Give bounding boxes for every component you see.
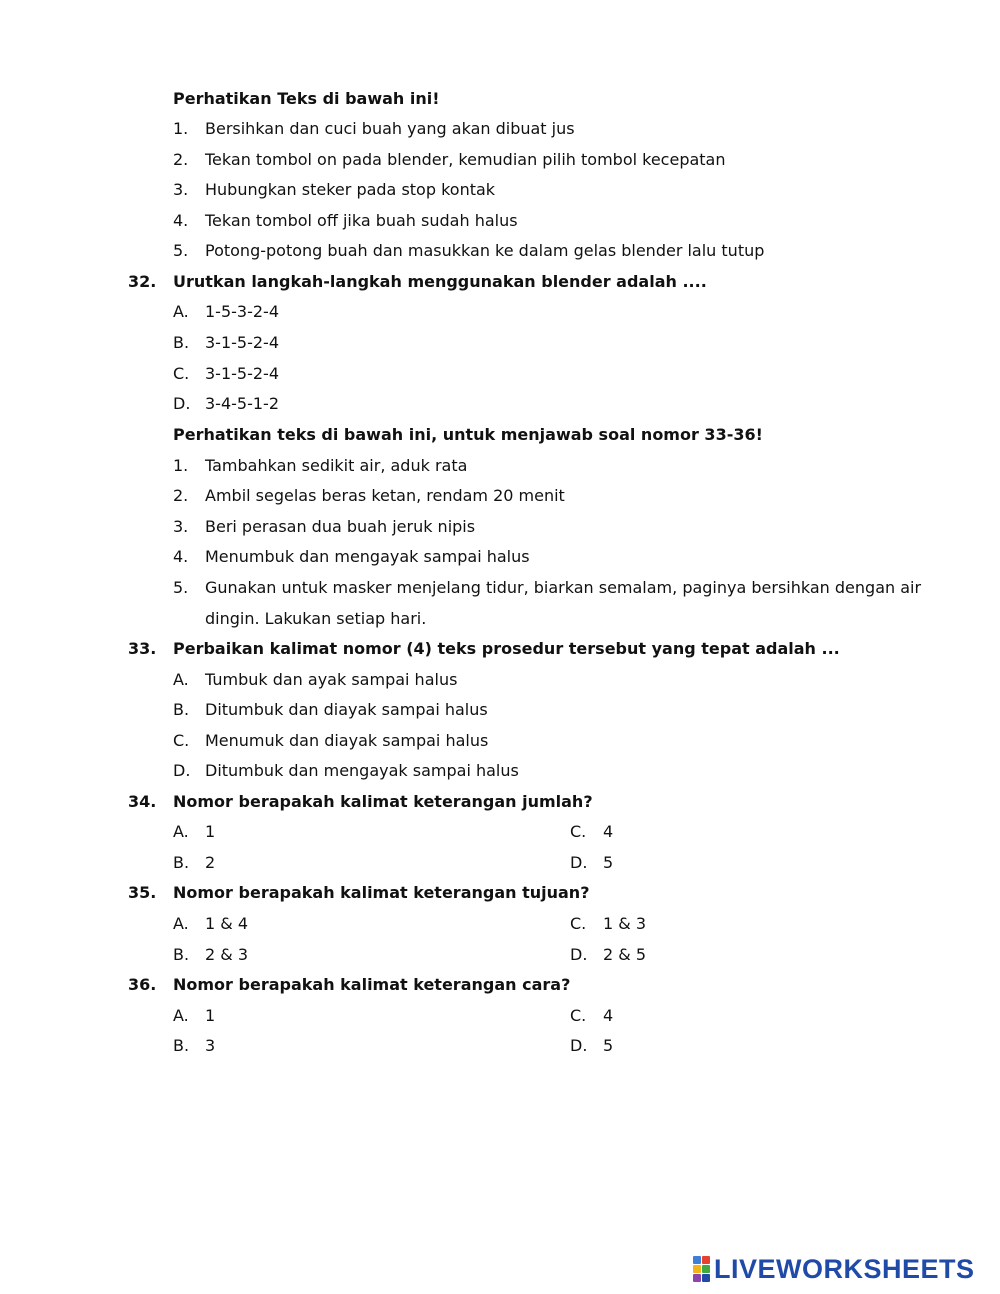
logo-mark-tile bbox=[702, 1265, 710, 1273]
option-text: Ditumbuk dan mengayak sampai halus bbox=[205, 761, 519, 780]
option-text: 5 bbox=[603, 1036, 614, 1055]
list-text: Potong-potong buah dan masukkan ke dalam gelas blender lalu tutup bbox=[205, 241, 765, 260]
option-text: 4 bbox=[603, 1006, 614, 1025]
question-text: Nomor berapakah kalimat keterangan cara? bbox=[173, 975, 571, 994]
logo-mark-tile bbox=[693, 1256, 701, 1264]
list-number: 3. bbox=[173, 180, 189, 199]
list-number: 3. bbox=[173, 517, 189, 536]
option-text: 1 bbox=[205, 1006, 216, 1025]
list-text: Tambahkan sedikit air, aduk rata bbox=[205, 456, 468, 475]
list-text: Beri perasan dua buah jeruk nipis bbox=[205, 517, 476, 536]
logo-mark-tile bbox=[702, 1256, 710, 1264]
option-text: 1 bbox=[205, 822, 216, 841]
option-text: 1 & 4 bbox=[205, 914, 249, 933]
list-number: 2. bbox=[173, 486, 189, 505]
list-text: Hubungkan steker pada stop kontak bbox=[205, 180, 496, 199]
q36-option-d[interactable]: D. bbox=[570, 1036, 588, 1055]
list-text: Tekan tombol on pada blender, kemudian pilih tombol kecepatan bbox=[205, 150, 726, 169]
logo-mark-tile bbox=[693, 1265, 701, 1273]
option-text: 5 bbox=[603, 853, 614, 872]
option-text: 2 & 3 bbox=[205, 945, 249, 964]
list-number: 5. bbox=[173, 578, 189, 597]
list-number: 4. bbox=[173, 547, 189, 566]
option-letter: A. bbox=[173, 670, 189, 689]
list-number: 4. bbox=[173, 211, 189, 230]
logo-mark-icon bbox=[693, 1256, 710, 1282]
q35-option-d[interactable]: D. bbox=[570, 945, 588, 964]
liveworksheets-logo bbox=[693, 1254, 975, 1284]
q35-option-c[interactable]: C. bbox=[570, 914, 587, 933]
question-text: Nomor berapakah kalimat keterangan tujuan? bbox=[173, 883, 590, 902]
option-letter: B. bbox=[173, 333, 190, 352]
option-text: 1 & 3 bbox=[603, 914, 647, 933]
option-text: 4 bbox=[603, 822, 614, 841]
logo-text: LIVEWORKSHEETS bbox=[714, 1253, 975, 1284]
q36-option-a[interactable]: A. bbox=[173, 1006, 189, 1025]
list-number: 2. bbox=[173, 150, 189, 169]
logo-mark-tile bbox=[693, 1274, 701, 1282]
question-text: Perbaikan kalimat nomor (4) teks prosedur tersebut yang tepat adalah ... bbox=[173, 639, 840, 658]
question-number: 35. bbox=[128, 883, 157, 902]
question-number: 34. bbox=[128, 792, 157, 811]
q34-options-row-1 bbox=[0, 816, 1000, 847]
logo-mark-tile bbox=[702, 1274, 710, 1282]
q35-options-row-2 bbox=[0, 939, 1000, 970]
list-text: Gunakan untuk masker menjelang tidur, biarkan semalam, paginya bersihkan dengan air bbox=[205, 578, 922, 597]
option-text: Ditumbuk dan diayak sampai halus bbox=[205, 700, 488, 719]
intro2-heading: Perhatikan teks di bawah ini, untuk menjawab soal nomor 33-36! bbox=[173, 425, 763, 444]
option-text: 2 & 5 bbox=[603, 945, 647, 964]
question-number: 32. bbox=[128, 272, 157, 291]
option-text: 2 bbox=[205, 853, 216, 872]
list-number: 1. bbox=[173, 119, 189, 138]
q35-option-a[interactable]: A. bbox=[173, 914, 189, 933]
option-letter: B. bbox=[173, 700, 190, 719]
q36-options-row-2 bbox=[0, 1030, 1000, 1061]
question-number: 33. bbox=[128, 639, 157, 658]
question-text: Nomor berapakah kalimat keterangan jumlah? bbox=[173, 792, 593, 811]
q34-option-c[interactable]: C. bbox=[570, 822, 587, 841]
intro1-heading: Perhatikan Teks di bawah ini! bbox=[173, 89, 440, 108]
option-letter: D. bbox=[173, 761, 191, 780]
question-number: 36. bbox=[128, 975, 157, 994]
q35-option-b[interactable]: B. bbox=[173, 945, 190, 964]
list-text: Tekan tombol off jika buah sudah halus bbox=[205, 211, 518, 230]
list-text: Ambil segelas beras ketan, rendam 20 menit bbox=[205, 486, 565, 505]
q36-option-c[interactable]: C. bbox=[570, 1006, 587, 1025]
option-text: 3-1-5-2-4 bbox=[205, 333, 279, 352]
option-text: Tumbuk dan ayak sampai halus bbox=[205, 670, 458, 689]
option-letter: D. bbox=[173, 394, 191, 413]
list-text: Bersihkan dan cuci buah yang akan dibuat jus bbox=[205, 119, 575, 138]
list-number: 1. bbox=[173, 456, 189, 475]
q36-option-b[interactable]: B. bbox=[173, 1036, 190, 1055]
option-text: 1-5-3-2-4 bbox=[205, 302, 279, 321]
q34-option-b[interactable]: B. bbox=[173, 853, 190, 872]
option-text: Menumuk dan diayak sampai halus bbox=[205, 731, 489, 750]
list-number: 5. bbox=[173, 241, 189, 260]
list-text: dingin. Lakukan setiap hari. bbox=[205, 609, 427, 628]
q34-option-a[interactable]: A. bbox=[173, 822, 189, 841]
option-text: 3 bbox=[205, 1036, 216, 1055]
option-text: 3-4-5-1-2 bbox=[205, 394, 279, 413]
q34-option-d[interactable]: D. bbox=[570, 853, 588, 872]
q36-options-row-1 bbox=[0, 1000, 1000, 1031]
q35-options-row-1 bbox=[0, 908, 1000, 939]
option-letter: C. bbox=[173, 731, 190, 750]
q34-options-row-2 bbox=[0, 847, 1000, 878]
option-letter: A. bbox=[173, 302, 189, 321]
question-text: Urutkan langkah-langkah menggunakan blender adalah .... bbox=[173, 272, 707, 291]
option-text: 3-1-5-2-4 bbox=[205, 364, 279, 383]
list-text: Menumbuk dan mengayak sampai halus bbox=[205, 547, 530, 566]
option-letter: C. bbox=[173, 364, 190, 383]
